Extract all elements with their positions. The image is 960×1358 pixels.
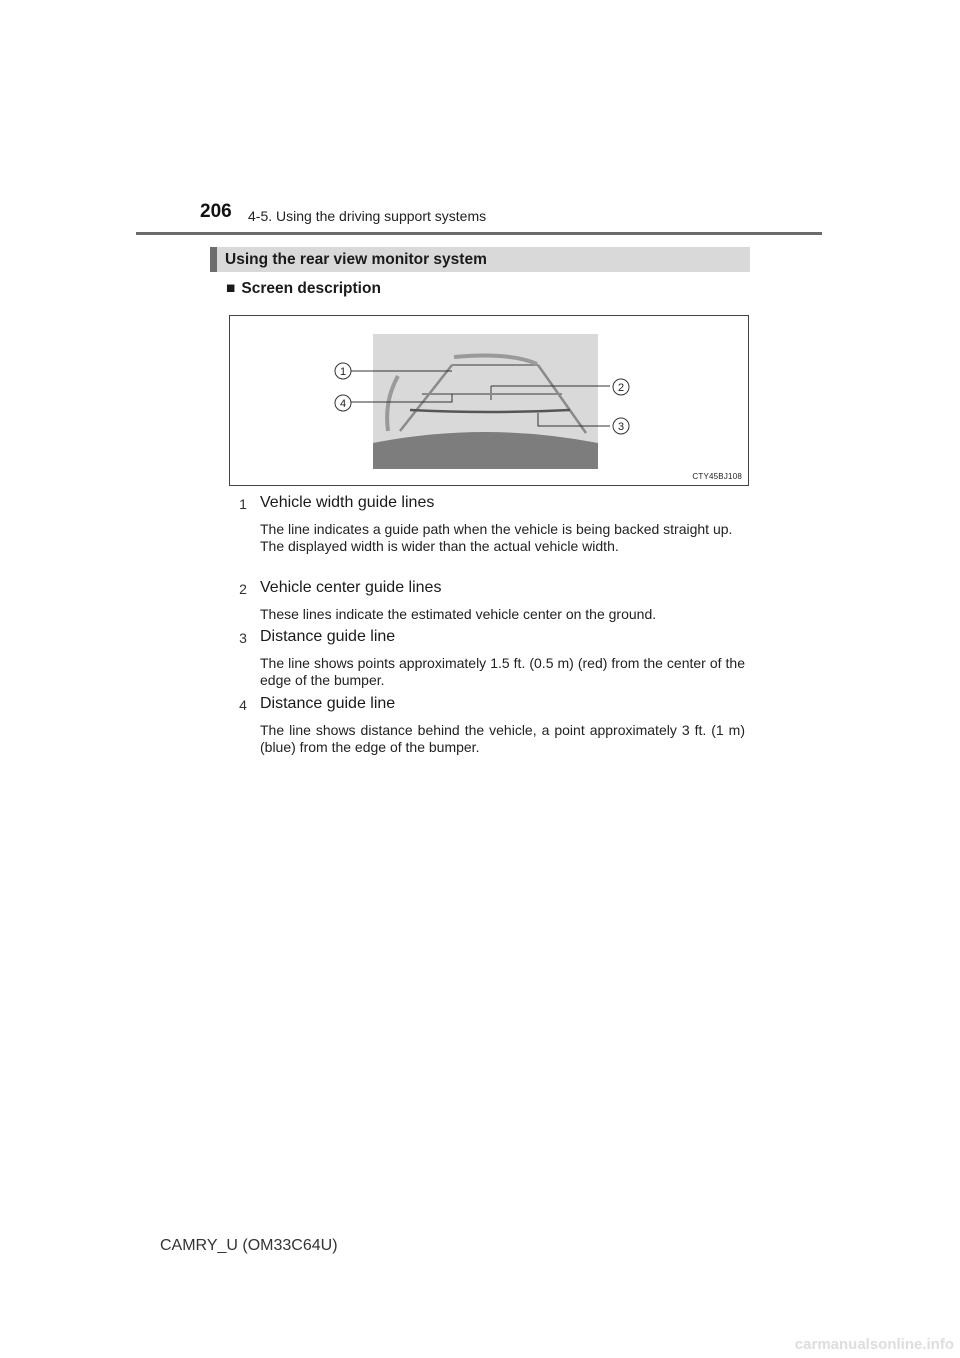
subheading-title: Screen description [241, 280, 381, 297]
item-number: 2 [239, 581, 247, 597]
footer-model-code: CAMRY_U (OM33C64U) [160, 1237, 338, 1254]
item-text: The line indicates a guide path when the vehicle is being backed straight up. The displayed width is wider than the actual vehicle width. [260, 521, 733, 554]
callout-number-3: 3 [617, 421, 625, 433]
item-text: The line shows points approximately 1.5 ft. (0.5 m) (red) from the center of the edge of the bumper. [260, 655, 745, 688]
item-number: 3 [239, 630, 247, 646]
section-banner [210, 247, 750, 272]
rear-view-figure [229, 315, 749, 486]
section-path: 4-5. Using the driving support systems [248, 208, 487, 224]
item-title: Vehicle width guide lines [260, 494, 435, 511]
header-rule [136, 232, 822, 235]
monitor-ground [373, 432, 598, 469]
item-number: 4 [239, 697, 247, 713]
page-number: 206 [200, 201, 232, 222]
item-text: The line shows distance behind the vehicle, a point approximately 3 ft. (1 m) (blue) from the edge of the bumper. [260, 722, 745, 755]
callout-number-4: 4 [339, 398, 347, 410]
item-text: These lines indicate the estimated vehicle center on the ground. [260, 606, 657, 622]
item-number: 1 [239, 496, 247, 512]
subheading [226, 280, 381, 298]
item-title: Distance guide line [260, 695, 396, 712]
watermark: carmanualsonline.info [794, 1336, 954, 1353]
callout-number-1: 1 [339, 366, 347, 378]
callout-number-2: 2 [617, 382, 625, 394]
bullet-square: ■ [226, 280, 236, 297]
item-title: Vehicle center guide lines [260, 579, 442, 596]
monitor-illustration [230, 316, 750, 487]
item-title: Distance guide line [260, 628, 396, 645]
figure-code: CTY45BJ108 [692, 472, 742, 481]
section-title: Using the rear view monitor system [225, 251, 487, 268]
